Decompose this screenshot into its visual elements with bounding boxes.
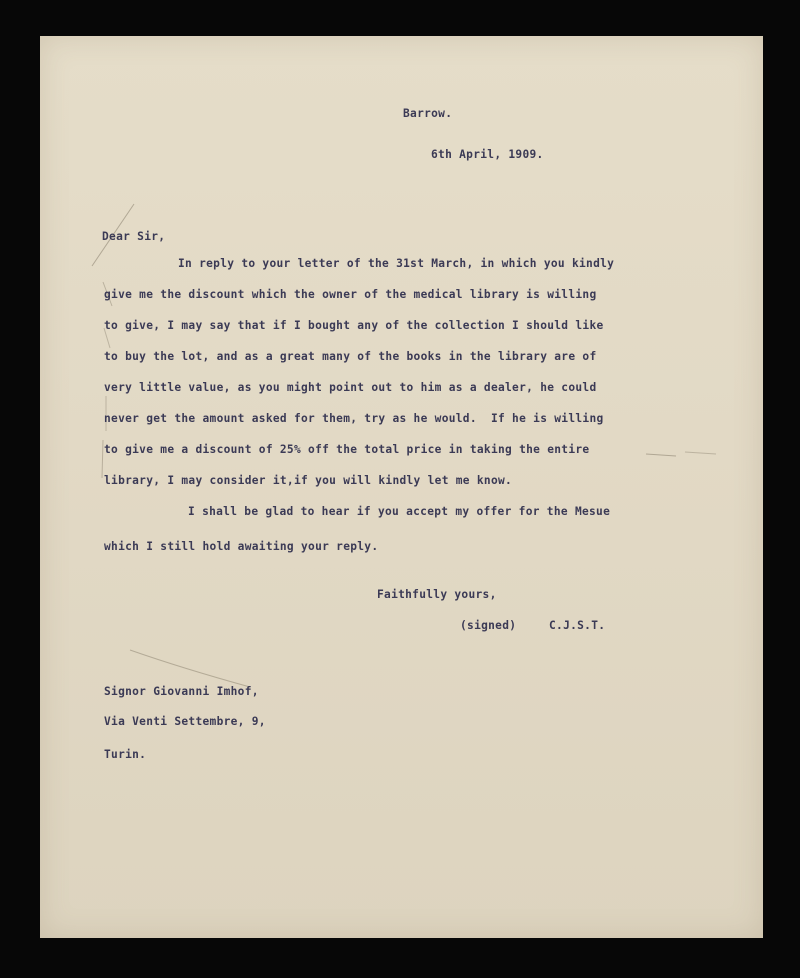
pencil-marks bbox=[40, 36, 763, 938]
salutation: Dear Sir, bbox=[102, 230, 166, 243]
body-line-5: very little value, as you might point out to him as a dealer, he could bbox=[104, 381, 597, 394]
letter-page bbox=[40, 36, 763, 938]
body-line-2: give me the discount which the owner of the medical library is willing bbox=[104, 288, 597, 301]
body-line-3: to give, I may say that if I bought any of the collection I should like bbox=[104, 319, 604, 332]
body-line-4: to buy the lot, and as a great many of the books in the library are of bbox=[104, 350, 597, 363]
address-line-3: Turin. bbox=[104, 748, 147, 761]
body-line-9: I shall be glad to hear if you accept my offer for the Mesue bbox=[188, 505, 611, 518]
signature-initials: C.J.S.T. bbox=[549, 619, 606, 632]
signed-label: (signed) bbox=[460, 619, 517, 632]
body-line-6: never get the amount asked for them, try as he would. If he is willing bbox=[104, 412, 604, 425]
closing: Faithfully yours, bbox=[377, 588, 497, 601]
place-line: Barrow. bbox=[403, 107, 453, 120]
address-line-2: Via Venti Settembre, 9, bbox=[104, 715, 266, 728]
body-line-7: to give me a discount of 25% off the total price in taking the entire bbox=[104, 443, 590, 456]
body-line-1: In reply to your letter of the 31st March, in which you kindly bbox=[178, 257, 615, 270]
body-line-8: library, I may consider it,if you will kindly let me know. bbox=[104, 474, 513, 487]
date-line: 6th April, 1909. bbox=[431, 148, 544, 161]
address-line-1: Signor Giovanni Imhof, bbox=[104, 685, 259, 698]
body-line-10: which I still hold awaiting your reply. bbox=[104, 540, 379, 553]
